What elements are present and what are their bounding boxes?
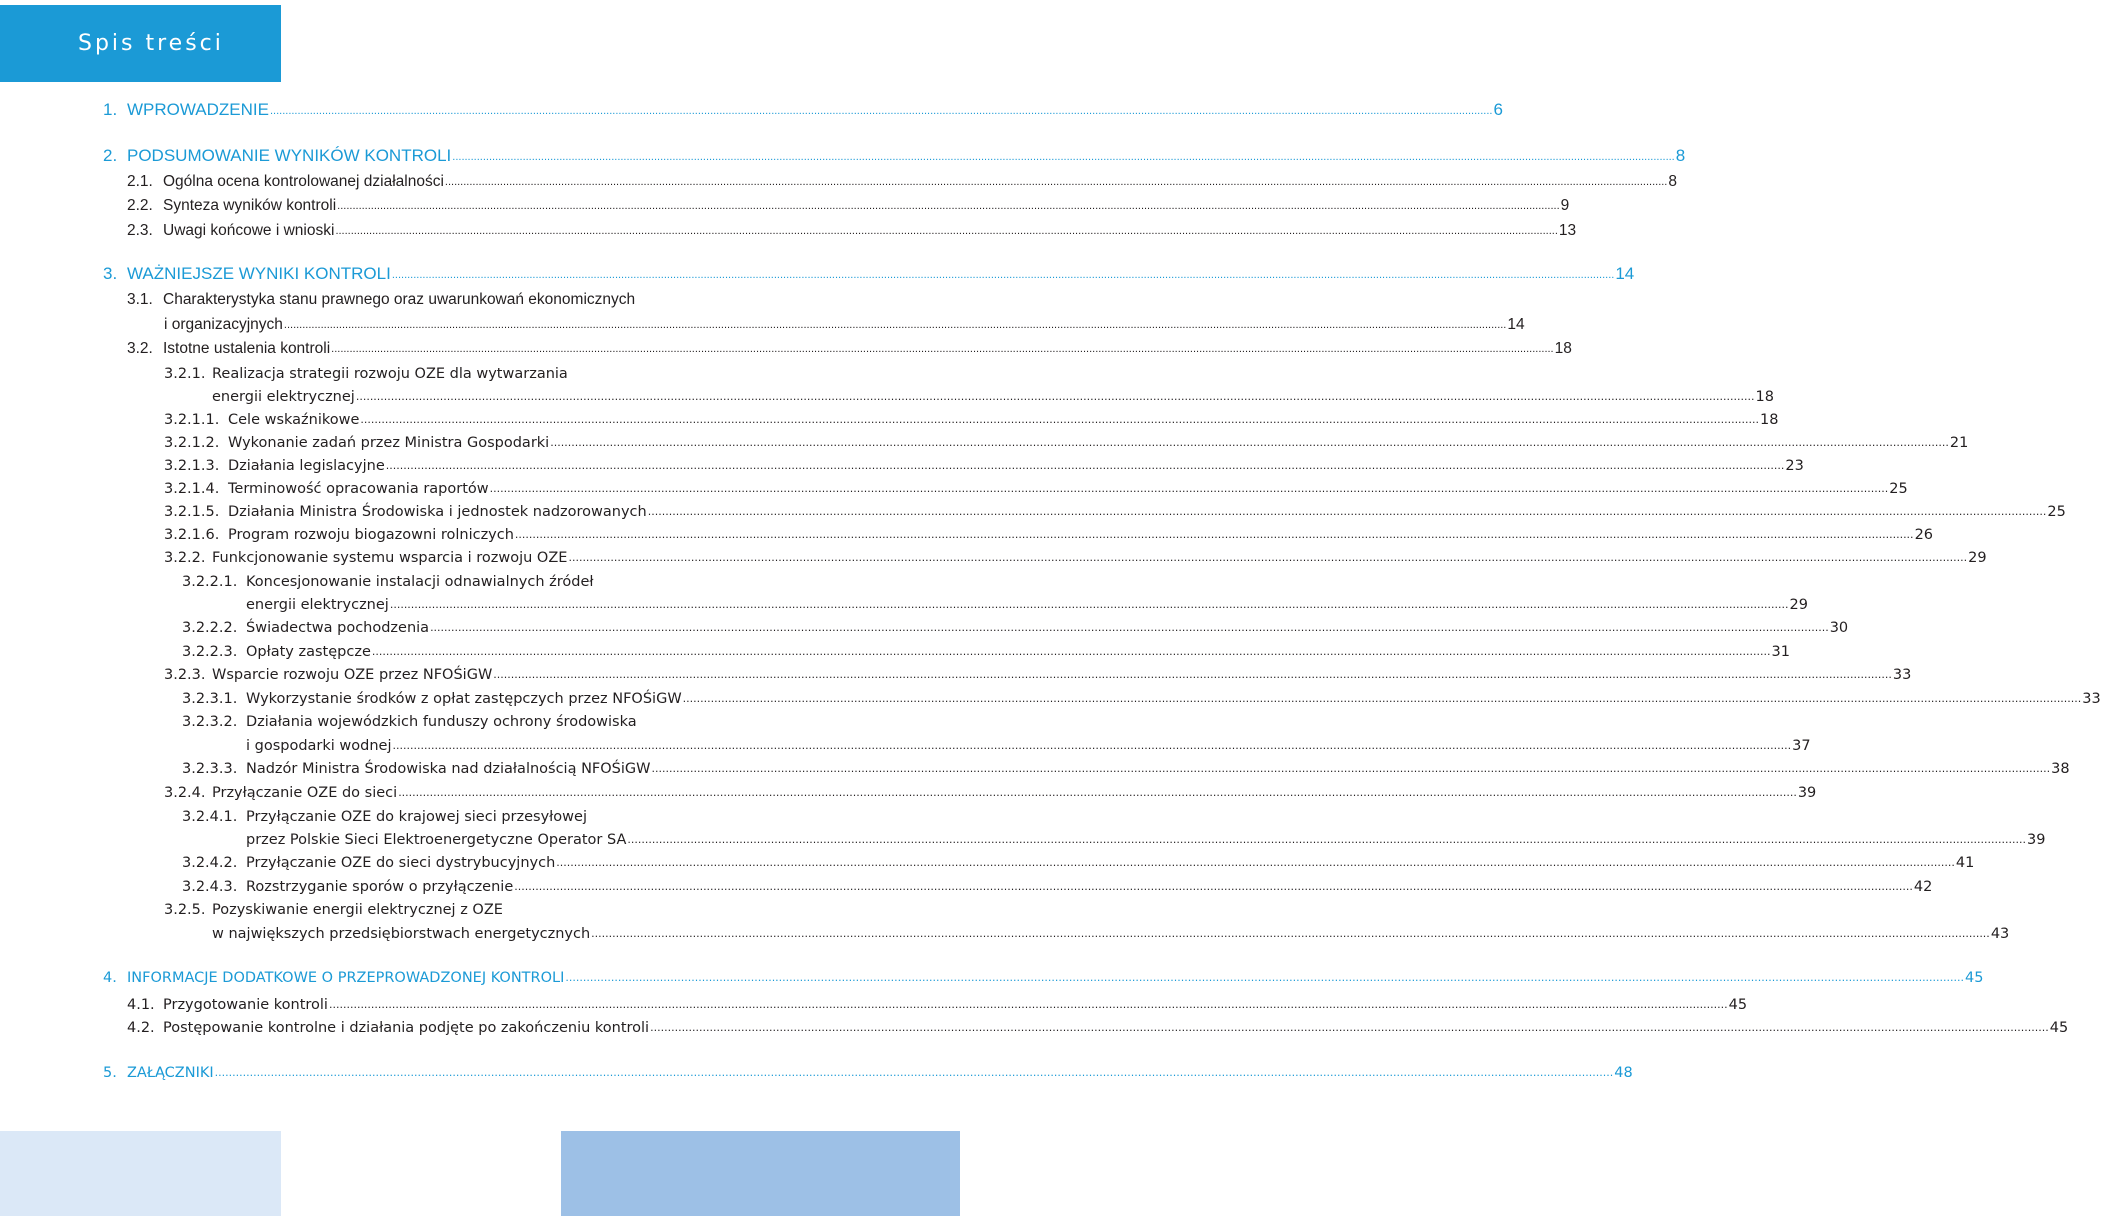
toc-entry[interactable] (164, 784, 1817, 801)
toc-entry-label: Działania Ministra Środowiska i jednostek nadzorowanych (228, 503, 647, 520)
toc-entry-page: 39 (1797, 784, 1817, 801)
toc-leader-dots: ................................................................................................................................................................................................................................................................................................................................................................................................................ (385, 458, 1785, 472)
toc-entry-number: 3.2.4.1. (182, 808, 238, 825)
toc-entry-label: w największych przedsiębiorstwach energetycznych (212, 925, 591, 942)
toc-entry-label: PODSUMOWANIE WYNIKÓW KONTROLI (127, 146, 452, 165)
toc-entry[interactable] (127, 221, 1577, 240)
toc-leader-dots: ................................................................................................................................................................................................................................................................................................................................................................................................................ (591, 926, 1990, 940)
toc-leader-dots: ................................................................................................................................................................................................................................................................................................................................................................................................................ (214, 1066, 1614, 1079)
toc-leader-dots: ................................................................................................................................................................................................................................................................................................................................................................................................................ (627, 832, 2027, 846)
toc-entry-number: 3. (103, 264, 118, 283)
toc-entry-page: 13 (1558, 221, 1577, 239)
toc-entry-page: 45 (2049, 1019, 2069, 1036)
toc-entry-page: 37 (1792, 737, 1811, 754)
toc-entry-number: 3.2.5. (164, 901, 206, 918)
toc-entry-label: Przyłączanie OZE do sieci dystrybucyjnych (246, 854, 556, 871)
toc-entry[interactable] (127, 172, 1677, 191)
toc-entry-label: Przyłączanie OZE do krajowej sieci przesyłowej (246, 808, 587, 825)
toc-leader-dots: ................................................................................................................................................................................................................................................................................................................................................................................................................ (568, 550, 1968, 564)
toc-leader-dots: ................................................................................................................................................................................................................................................................................................................................................................................................................ (430, 620, 1829, 634)
toc-leader-dots: ................................................................................................................................................................................................................................................................................................................................................................................................................ (550, 435, 1949, 449)
toc-entry-label: i gospodarki wodnej (246, 737, 392, 754)
toc-entry-label: ZAŁĄCZNIKI (127, 1065, 214, 1081)
toc-entry-number: 2.2. (127, 196, 153, 214)
toc-leader-dots: ................................................................................................................................................................................................................................................................................................................................................................................................................ (682, 691, 2082, 705)
toc-entry-page: 8 (1668, 172, 1677, 190)
toc-entry-number: 3.2.1. (164, 365, 206, 382)
toc-entry-label: Koncesjonowanie instalacji odnawialnych źródeł (246, 573, 594, 590)
toc-entry-label: Pozyskiwanie energii elektrycznej z OZE (212, 901, 503, 918)
toc-entry-number: 3.2.3.1. (182, 690, 238, 707)
toc-entry-number: 3.2.3.3. (182, 760, 238, 777)
toc-entry-number: 3.2.1.6. (164, 526, 220, 543)
toc-entry-page: 25 (2047, 503, 2066, 520)
toc-entry[interactable] (164, 902, 795, 918)
toc-entry-page: 30 (1829, 619, 1849, 636)
toc-entry-page: 21 (1949, 434, 1969, 451)
toc-entry-label: Synteza wyników kontroli (163, 196, 337, 214)
toc-entry[interactable] (103, 970, 1984, 986)
toc-leader-dots: ................................................................................................................................................................................................................................................................................................................................................................................................................ (269, 105, 1493, 117)
toc-entry-page: 42 (1913, 878, 1933, 895)
toc-entry-number: 3.2.2.3. (182, 643, 238, 660)
toc-entry-page: 26 (1914, 526, 1934, 543)
toc-entry-label: Cele wskaźnikowe (228, 411, 360, 428)
toc-entry-label: Charakterystyka stanu prawnego oraz uwarunkowań ekonomicznych (163, 290, 636, 308)
toc-entry[interactable] (127, 196, 1570, 215)
toc-entry[interactable] (182, 760, 2070, 777)
toc-leader-dots: ................................................................................................................................................................................................................................................................................................................................................................................................................ (328, 997, 1728, 1011)
toc-entry[interactable] (164, 549, 1987, 566)
toc-entry-page: 23 (1785, 457, 1804, 474)
toc-entry[interactable] (164, 315, 1525, 334)
toc-entry-page: 18 (1760, 411, 1779, 428)
toc-entry-label: Nadzór Ministra Środowiska nad działalnością NFOŚiGW (246, 760, 651, 777)
toc-entry-label: Terminowość opracowania raportów (228, 480, 489, 497)
toc-leader-dots: ................................................................................................................................................................................................................................................................................................................................................................................................................ (556, 855, 1955, 869)
toc-leader-dots: ................................................................................................................................................................................................................................................................................................................................................................................................................ (389, 597, 1789, 611)
toc-entry-page: 33 (1892, 666, 1912, 683)
toc-entry[interactable] (182, 619, 1849, 636)
toc-entry-label: Wsparcie rozwoju OZE przez NFOŚiGW (212, 666, 493, 683)
toc-entry-page: 14 (1615, 264, 1635, 283)
toc-leader-dots: ................................................................................................................................................................................................................................................................................................................................................................................................................ (493, 667, 1892, 681)
toc-leader-dots: ................................................................................................................................................................................................................................................................................................................................................................................................................ (337, 199, 1560, 212)
toc-entry-page: 39 (2027, 831, 2046, 848)
toc-entry-number: 3.2.1.5. (164, 503, 220, 520)
toc-entry-number: 3.2.3. (164, 666, 206, 683)
toc-leader-dots: ................................................................................................................................................................................................................................................................................................................................................................................................................ (514, 879, 1913, 893)
toc-entry-number: 3.2.3.2. (182, 713, 238, 730)
toc-entry[interactable] (164, 366, 795, 382)
toc-entry[interactable] (182, 643, 1790, 660)
toc-entry[interactable] (182, 854, 1975, 871)
toc-entry[interactable] (164, 526, 1934, 543)
toc-entry[interactable] (212, 388, 1774, 405)
toc-entry-number: 3.2.1.3. (164, 457, 220, 474)
toc-entry[interactable] (164, 434, 1969, 451)
toc-leader-dots: ................................................................................................................................................................................................................................................................................................................................................................................................................ (360, 412, 1760, 426)
toc-entry[interactable] (212, 925, 2010, 942)
toc-entry-number: 3.2.2.1. (182, 573, 238, 590)
toc-entry-label: INFORMACJE DODATKOWE O PRZEPROWADZONEJ KONTROLI (127, 970, 565, 986)
toc-entry-number: 4.1. (127, 996, 155, 1013)
toc-entry-page: 25 (1889, 480, 1908, 497)
toc-entry[interactable] (182, 574, 795, 590)
toc-entry-label: Postępowanie kontrolne i działania podjęte po zakończeniu kontroli (163, 1019, 650, 1036)
toc-entry-number: 3.2.2. (164, 549, 206, 566)
toc-entry-page: 43 (1990, 925, 2010, 942)
toc-leader-dots: ................................................................................................................................................................................................................................................................................................................................................................................................................ (331, 342, 1554, 355)
toc-entry-label: Przyłączanie OZE do sieci (212, 784, 398, 801)
toc-entry-number: 1. (103, 100, 118, 119)
toc-leader-dots: ................................................................................................................................................................................................................................................................................................................................................................................................................ (444, 175, 1668, 188)
toc-entry-number: 2.1. (127, 172, 153, 190)
toc-entry-page: 33 (2082, 690, 2101, 707)
toc-entry-label: Ogólna ocena kontrolowanej działalności (163, 172, 444, 190)
toc-entry[interactable] (164, 411, 1779, 428)
page-title: Spis treści (78, 31, 224, 56)
toc-entry-page: 14 (1507, 315, 1525, 333)
toc-entry[interactable] (182, 878, 1933, 895)
toc-entry[interactable] (182, 714, 795, 730)
toc-entry-label: Istotne ustalenia kontroli (163, 339, 331, 357)
toc-entry-number: 2.3. (127, 221, 153, 239)
toc-entry[interactable] (182, 690, 2101, 707)
toc-leader-dots: ................................................................................................................................................................................................................................................................................................................................................................................................................ (514, 527, 1914, 541)
toc-entry-number: 3.2.4.3. (182, 878, 238, 895)
toc-entry-number: 3.1. (127, 290, 153, 308)
toc-entry-page: 18 (1554, 339, 1572, 357)
toc-entry-label: Funkcjonowanie systemu wsparcia i rozwoju OZE (212, 549, 568, 566)
toc-leader-dots: ................................................................................................................................................................................................................................................................................................................................................................................................................ (355, 389, 1755, 403)
toc-entry-page: 9 (1560, 196, 1570, 214)
toc-entry-page: 18 (1755, 388, 1774, 405)
toc-entry[interactable] (164, 503, 2066, 520)
toc-entry-page: 29 (1968, 549, 1987, 566)
toc-entry-number: 3.2.1.1. (164, 411, 220, 428)
toc-entry-label: przez Polskie Sieci Elektroenergetyczne Operator SA (246, 831, 627, 848)
toc-entry[interactable] (127, 339, 1572, 358)
toc-entry[interactable] (164, 666, 1912, 683)
toc-entry-page: 45 (1728, 996, 1748, 1013)
toc-entry-number: 4. (103, 970, 117, 986)
toc-leader-dots: ................................................................................................................................................................................................................................................................................................................................................................................................................ (651, 761, 2051, 775)
toc-entry-page: 41 (1955, 854, 1975, 871)
toc-entry[interactable] (103, 100, 1503, 120)
toc-entry[interactable] (127, 291, 795, 309)
toc-entry-label: Wykorzystanie środków z opłat zastępczych przez NFOŚiGW (246, 690, 682, 707)
toc-entry[interactable] (127, 996, 1748, 1013)
footer-bar-light (0, 1131, 281, 1216)
toc-entry-page: 45 (1965, 970, 1984, 986)
toc-entry[interactable] (103, 264, 1635, 284)
toc-entry-number: 3.2.4.2. (182, 854, 238, 871)
toc-entry-label: Uwagi końcowe i wnioski (163, 221, 335, 239)
toc-leader-dots: ................................................................................................................................................................................................................................................................................................................................................................................................................ (392, 738, 1792, 752)
footer-bar-blue (561, 1131, 960, 1216)
toc-leader-dots: ................................................................................................................................................................................................................................................................................................................................................................................................................ (647, 504, 2047, 518)
toc-entry[interactable] (182, 809, 795, 825)
toc-entry-number: 5. (103, 1065, 117, 1081)
toc-entry[interactable] (164, 457, 1804, 474)
toc-entry-page: 31 (1771, 643, 1790, 660)
toc-entry[interactable] (103, 146, 1686, 166)
toc-entry-number: 3.2.2.2. (182, 619, 238, 636)
toc-entry-label: WAŻNIEJSZE WYNIKI KONTROLI (127, 264, 391, 283)
toc-entry-label: Działania wojewódzkich funduszy ochrony środowiska (246, 713, 637, 730)
toc-entry-page: 48 (1614, 1065, 1633, 1081)
toc-leader-dots: ................................................................................................................................................................................................................................................................................................................................................................................................................ (565, 971, 1965, 984)
toc-entry-number: 3.2.1.2. (164, 434, 220, 451)
toc-entry-label: Działania legislacyjne (228, 457, 385, 474)
toc-entry-page: 29 (1789, 596, 1808, 613)
toc-entry[interactable] (127, 1019, 2069, 1036)
toc-leader-dots: ................................................................................................................................................................................................................................................................................................................................................................................................................ (489, 481, 1889, 495)
toc-leader-dots: ................................................................................................................................................................................................................................................................................................................................................................................................................ (398, 785, 1797, 799)
toc-entry-label: Przygotowanie kontroli (163, 996, 328, 1013)
toc-entry[interactable] (246, 831, 2046, 848)
toc-entry-number: 3.2.4. (164, 784, 206, 801)
toc-entry-label: Rozstrzyganie sporów o przyłączenie (246, 878, 514, 895)
toc-entry-label: Program rozwoju biogazowni rolniczych (228, 526, 514, 543)
toc-entry-number: 2. (103, 146, 118, 165)
toc-entry-page: 38 (2051, 760, 2070, 777)
toc-leader-dots: ................................................................................................................................................................................................................................................................................................................................................................................................................ (452, 151, 1675, 163)
toc-leader-dots: ................................................................................................................................................................................................................................................................................................................................................................................................................ (335, 224, 1558, 237)
toc-entry-number: 3.2. (127, 339, 153, 357)
toc-entry-label: energii elektrycznej (246, 596, 389, 613)
toc-entry-number: 3.2.1.4. (164, 480, 220, 497)
toc-leader-dots: ................................................................................................................................................................................................................................................................................................................................................................................................................ (391, 269, 1615, 281)
toc-entry-label: i organizacyjnych (164, 315, 283, 333)
toc-entry[interactable] (246, 596, 1808, 613)
toc-entry[interactable] (246, 737, 1811, 754)
toc-entry-label: Świadectwa pochodzenia (246, 619, 430, 636)
toc-entry-label: WPROWADZENIE (127, 100, 269, 119)
toc-leader-dots: ................................................................................................................................................................................................................................................................................................................................................................................................................ (283, 318, 1507, 331)
toc-entry-page: 8 (1675, 146, 1686, 165)
toc-leader-dots: ................................................................................................................................................................................................................................................................................................................................................................................................................ (650, 1020, 2049, 1034)
toc-leader-dots: ................................................................................................................................................................................................................................................................................................................................................................................................................ (371, 644, 1771, 658)
toc-entry-number: 4.2. (127, 1019, 155, 1036)
toc-entry-label: Opłaty zastępcze (246, 643, 371, 660)
toc-entry-label: energii elektrycznej (212, 388, 355, 405)
toc-entry[interactable] (164, 480, 1908, 497)
toc-entry[interactable] (103, 1065, 1633, 1081)
toc-entry-page: 6 (1493, 100, 1503, 119)
toc-entry-label: Realizacja strategii rozwoju OZE dla wytwarzania (212, 365, 568, 382)
toc-entry-label: Wykonanie zadań przez Ministra Gospodarki (228, 434, 550, 451)
